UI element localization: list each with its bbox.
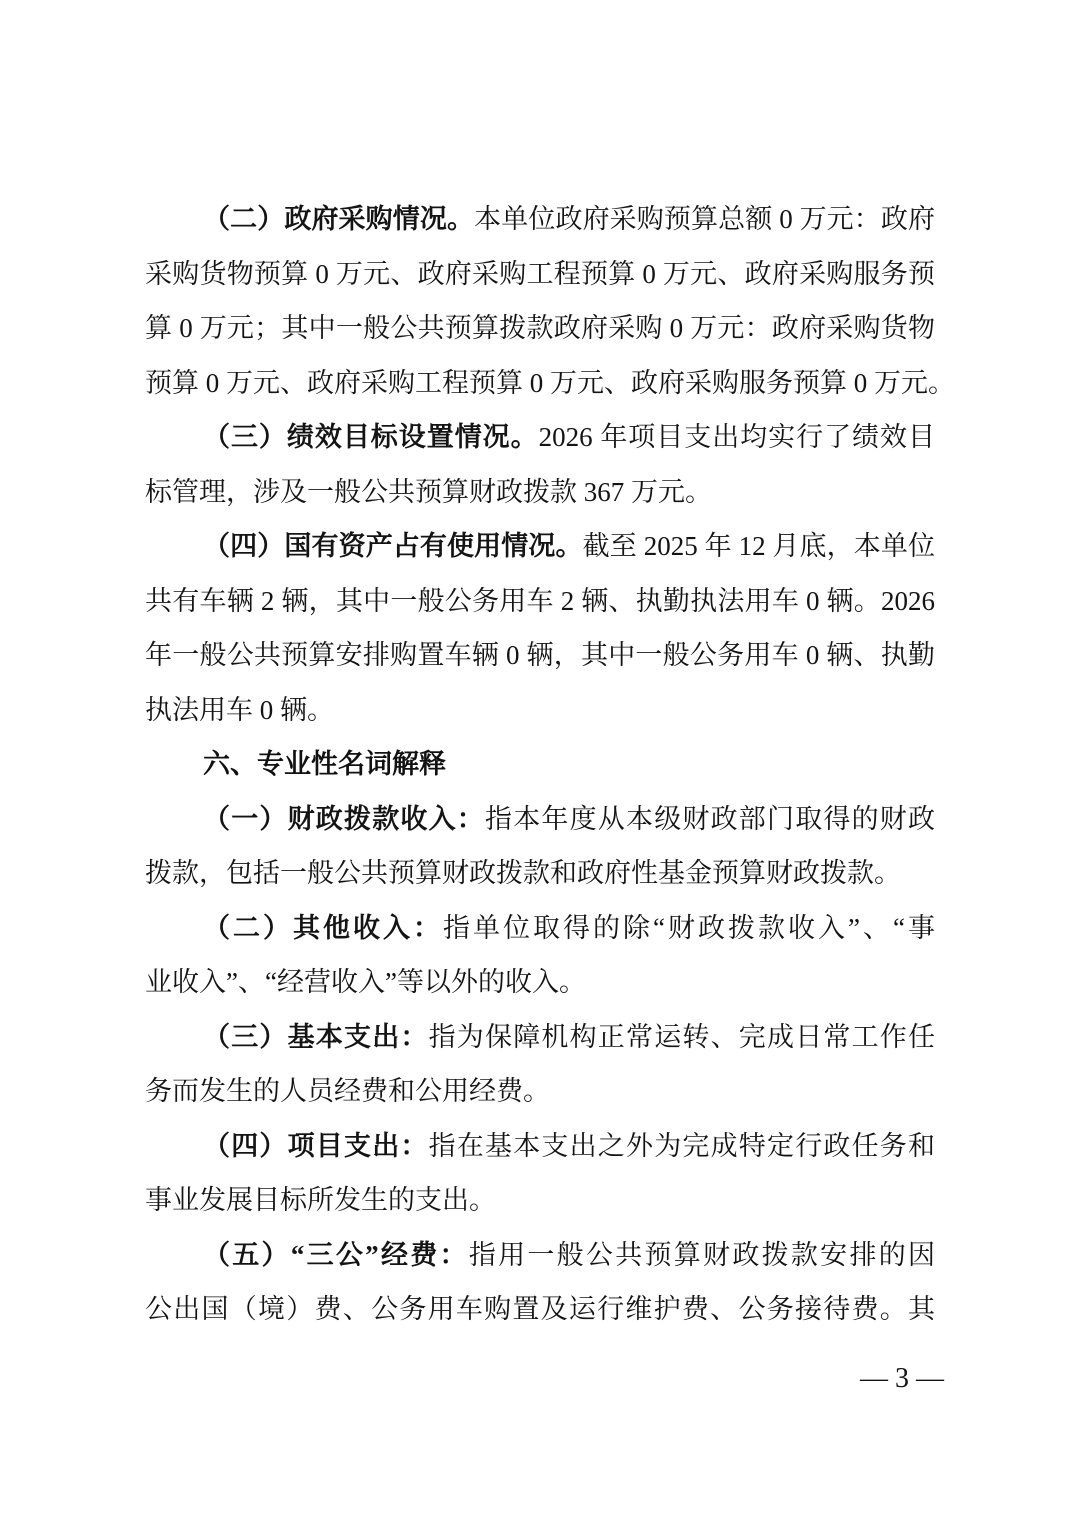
text-line [145,410,935,465]
paragraph-text: 指本年度从本级财政部门取得的财政 [485,803,935,834]
text-line [145,901,935,956]
paragraph-text: 本单位政府采购预算总额 0 万元：政府 [474,204,936,234]
text-line [145,955,935,1010]
paragraph-text: 业收入”、“经营收入”等以外的收入。 [145,967,586,997]
paragraph-text: 拨款，包括一般公共预算财政拨款和政府性基金预算财政拨款。 [145,858,901,888]
text-line [145,628,935,683]
text-line [145,465,935,520]
text-line [145,574,935,629]
page-number: — 3 — [860,1363,944,1394]
text-line [145,1119,935,1174]
text-line [145,356,955,411]
paragraph-lead: （一）财政拨款收入： [203,803,485,834]
text-line [145,1010,935,1065]
paragraph-text: 采购货物预算 0 万元、政府采购工程预算 0 万元、政府采购服务预 [145,258,935,289]
paragraph-lead: （二）政府采购情况。 [203,204,475,234]
paragraph-text: 年一般公共预算安排购置车辆 0 辆，其中一般公务用车 0 辆、执勤 [145,640,935,670]
paragraph-lead: （二）其他收入： [203,912,444,943]
paragraph-lead: （三）绩效目标设置情况。 [203,422,539,452]
text-line [145,1282,935,1337]
paragraph-lead: （三）基本支出： [203,1021,429,1052]
text-line [145,192,935,247]
paragraph-lead: （四）国有资产占有使用情况。 [203,531,583,561]
section-heading-terms: 六、专业性名词解释 [203,749,446,779]
text-line [145,792,935,847]
text-line [145,301,935,356]
paragraph-text: 2026 年项目支出均实行了绩效目 [538,422,935,452]
document-page [145,192,955,1337]
paragraph-text: 执法用车 0 辆。 [145,694,334,725]
text-line [145,519,935,574]
text-line [145,1228,935,1283]
paragraph-lead: （四）项目支出： [203,1130,429,1161]
paragraph-text: 截至 2025 年 12 月底，本单位 [582,531,936,561]
text-line [145,1173,935,1228]
paragraph-text: 共有车辆 2 辆，其中一般公务用车 2 辆、执勤执法用车 0 辆。2026 [145,585,935,616]
paragraph-lead: （五）“三公”经费： [203,1239,469,1270]
paragraph-text: 指用一般公共预算财政拨款安排的因 [468,1239,936,1270]
paragraph-text: 务而发生的人员经费和公用经费。 [145,1076,550,1106]
paragraph-text: 算 0 万元；其中一般公共预算拨款政府采购 0 万元：政府采购货物 [145,313,935,343]
paragraph-text: 公出国（境）费、公务用车购置及运行维护费、公务接待费。其 [145,1294,935,1324]
paragraph-text: 指为保障机构正常运转、完成日常工作任 [428,1021,936,1052]
text-line [145,683,935,738]
text-line [145,247,935,302]
paragraph-text: 标管理，涉及一般公共预算财政拨款 367 万元。 [145,476,712,507]
paragraph-text: 事业发展目标所发生的支出。 [145,1185,496,1215]
paragraph-text: 指单位取得的除“财政拨款收入”、“事 [443,912,935,943]
text-line [145,846,935,901]
paragraph-text: 指在基本支出之外为完成特定行政任务和 [428,1130,936,1161]
text-line [145,1064,935,1119]
paragraph-text: 预算 0 万元、政府采购工程预算 0 万元、政府采购服务预算 0 万元。 [145,367,955,398]
